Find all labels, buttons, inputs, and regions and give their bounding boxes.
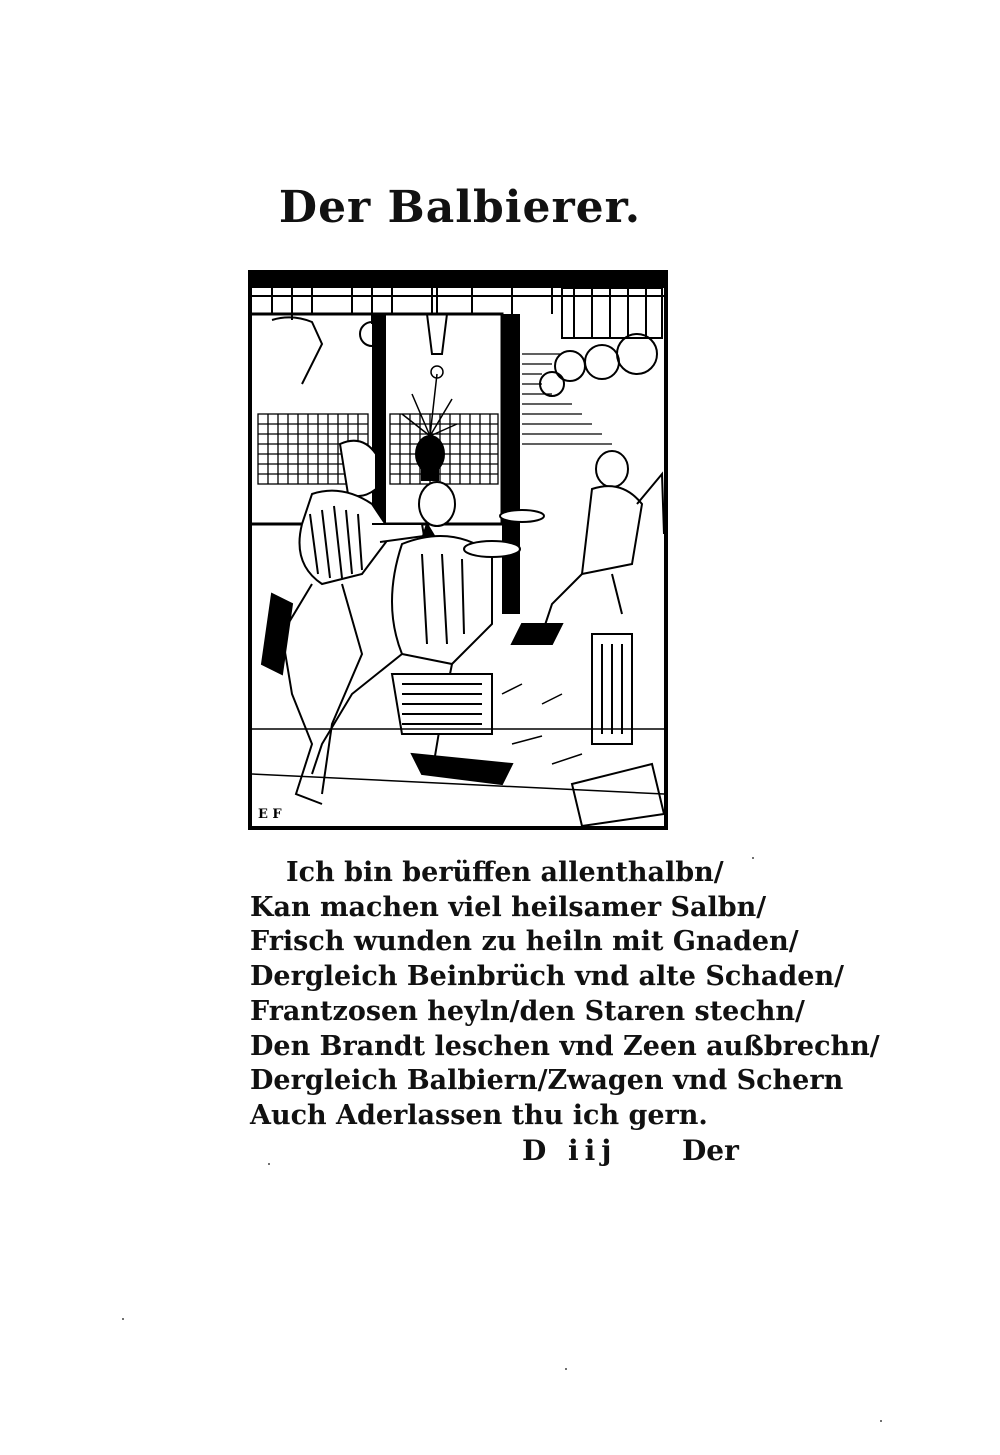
artist-monogram: E F — [258, 807, 282, 822]
verse-line: Dergleich Beinbrüch vnd alte Schaden/ — [250, 961, 844, 993]
ink-speck — [880, 1420, 882, 1422]
verse-line: Auch Aderlassen thu ich gern. — [250, 1099, 708, 1131]
verse — [250, 856, 880, 1134]
catchword: Der — [682, 1134, 739, 1167]
ink-speck — [565, 1368, 567, 1370]
ink-speck — [752, 857, 754, 859]
signature-mark: D iij — [522, 1134, 618, 1167]
verse-line: Kan machen viel heilsamer Salbn/ — [250, 891, 767, 923]
verse-line: Dergleich Balbiern/Zwagen vnd Schern — [250, 1065, 844, 1097]
woodcut-illustration — [248, 270, 668, 830]
ink-speck — [122, 1318, 124, 1320]
woodcut-drawing — [252, 274, 664, 826]
page-title: Der Balbierer. — [278, 182, 642, 233]
ink-speck — [268, 1163, 270, 1165]
verse-line: Den Brandt leschen vnd Zeen außbrechn/ — [250, 1030, 880, 1062]
verse-line: Frisch wunden zu heiln mit Gnaden/ — [250, 926, 799, 958]
verse-line: Ich bin berüffen allenthalbn/ — [286, 857, 724, 888]
verse-line: Frantzosen heyln/den Staren stechn/ — [250, 995, 805, 1027]
